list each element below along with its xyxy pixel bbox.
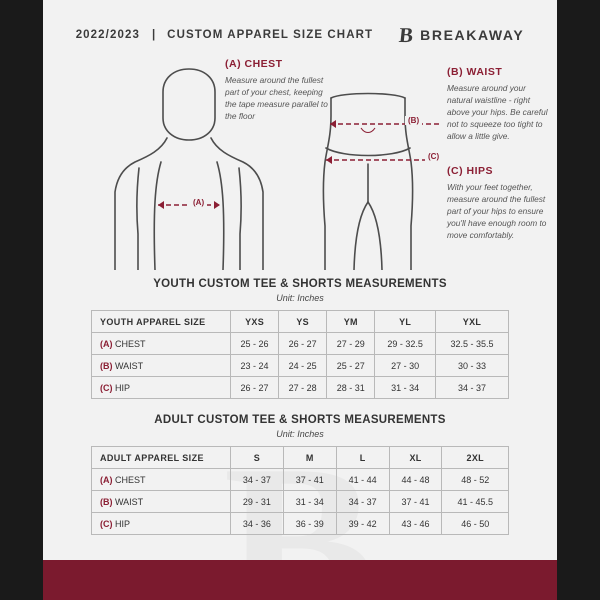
youth-row-hip-label xyxy=(92,377,231,399)
adult-hip-name: HIP xyxy=(115,518,131,529)
youth-row-waist-label xyxy=(92,355,231,377)
youth-chest-code: (A) xyxy=(100,338,113,349)
adult-section-unit: Unit: Inches xyxy=(276,429,324,439)
header-separator: | xyxy=(151,29,156,41)
youth-chest-ys: 26 - 27 xyxy=(279,333,327,355)
youth-col-ym: YM xyxy=(327,311,375,333)
chest-measure-tag: (A) xyxy=(190,198,207,207)
measurement-diagram xyxy=(43,52,557,270)
page-title: CUSTOM APPAREL SIZE CHART xyxy=(167,29,374,41)
youth-waist-ys: 24 - 25 xyxy=(279,355,327,377)
youth-size-table xyxy=(91,310,509,399)
table-row xyxy=(92,469,509,491)
table-row xyxy=(92,377,509,399)
brand-logo xyxy=(397,22,525,47)
youth-hip-code: (C) xyxy=(100,382,113,393)
adult-waist-code: (B) xyxy=(100,496,113,507)
hips-note-body: With your feet together, measure around the fullest part of your hips to ensure you'll have enough room to move comfortably. xyxy=(447,182,547,241)
youth-col-yxs: YXS xyxy=(231,311,279,333)
adult-section-title: ADULT CUSTOM TEE & SHORTS MEASUREMENTS xyxy=(154,414,446,426)
table-row xyxy=(92,333,509,355)
waist-measure-tag: (B) xyxy=(405,116,422,125)
youth-waist-ym: 25 - 27 xyxy=(327,355,375,377)
adult-hip-code: (C) xyxy=(100,518,113,529)
adult-hip-s: 34 - 36 xyxy=(231,513,284,535)
chest-note xyxy=(225,58,333,122)
youth-col-yxl: YXL xyxy=(435,311,508,333)
adult-row-waist-label xyxy=(92,491,231,513)
adult-waist-2xl: 41 - 45.5 xyxy=(442,491,509,513)
youth-hip-ym: 28 - 31 xyxy=(327,377,375,399)
waist-note-title: (B) WAIST xyxy=(447,66,503,78)
youth-col-size: YOUTH APPAREL SIZE xyxy=(92,311,231,333)
adult-table-header-row xyxy=(92,447,509,469)
breakaway-b-icon: B xyxy=(397,22,415,47)
adult-waist-m: 31 - 34 xyxy=(283,491,336,513)
adult-waist-xl: 37 - 41 xyxy=(389,491,442,513)
adult-col-size: ADULT APPAREL SIZE xyxy=(92,447,231,469)
hips-note-title: (C) HIPS xyxy=(447,165,493,177)
youth-chest-ym: 27 - 29 xyxy=(327,333,375,355)
adult-chest-2xl: 48 - 52 xyxy=(442,469,509,491)
adult-waist-l: 34 - 37 xyxy=(336,491,389,513)
youth-chest-yxl: 32.5 - 35.5 xyxy=(435,333,508,355)
waist-note-body: Measure around your natural waistline - right above your hips. Be careful not to squeeze too tight to allow a little give. xyxy=(447,83,548,142)
table-row xyxy=(92,491,509,513)
adult-chest-s: 34 - 37 xyxy=(231,469,284,491)
adult-chest-m: 37 - 41 xyxy=(283,469,336,491)
youth-waist-yl: 27 - 30 xyxy=(375,355,436,377)
adult-row-hip-label xyxy=(92,513,231,535)
adult-col-xl: XL xyxy=(389,447,442,469)
youth-col-yl: YL xyxy=(375,311,436,333)
youth-hip-yxs: 26 - 27 xyxy=(231,377,279,399)
adult-chest-code: (A) xyxy=(100,474,113,485)
adult-row-chest-label xyxy=(92,469,231,491)
adult-chest-name: CHEST xyxy=(115,474,146,485)
waist-note xyxy=(447,66,551,142)
adult-col-s: S xyxy=(231,447,284,469)
youth-row-chest-label xyxy=(92,333,231,355)
footer-bar xyxy=(43,560,557,600)
adult-hip-2xl: 46 - 50 xyxy=(442,513,509,535)
header-year: 2022/2023 xyxy=(75,29,140,41)
hips-measure-tag: (C) xyxy=(425,152,442,161)
youth-hip-yxl: 34 - 37 xyxy=(435,377,508,399)
hips-note xyxy=(447,165,551,241)
youth-table-header-row xyxy=(92,311,509,333)
adult-waist-s: 29 - 31 xyxy=(231,491,284,513)
adult-hip-l: 39 - 42 xyxy=(336,513,389,535)
adult-hip-m: 36 - 39 xyxy=(283,513,336,535)
youth-col-ys: YS xyxy=(279,311,327,333)
youth-hip-yl: 31 - 34 xyxy=(375,377,436,399)
youth-waist-code: (B) xyxy=(100,360,113,371)
adult-size-table xyxy=(91,446,509,535)
adult-chest-xl: 44 - 48 xyxy=(389,469,442,491)
adult-waist-name: WAIST xyxy=(115,496,144,507)
adult-hip-xl: 43 - 46 xyxy=(389,513,442,535)
adult-col-m: M xyxy=(283,447,336,469)
youth-chest-yxs: 25 - 26 xyxy=(231,333,279,355)
brand-name: BREAKAWAY xyxy=(420,27,525,43)
chest-note-body: Measure around the fullest part of your chest, keeping the tape measure parallel to the floor xyxy=(225,75,328,122)
adult-chest-l: 41 - 44 xyxy=(336,469,389,491)
youth-chest-name: CHEST xyxy=(115,338,146,349)
document-header xyxy=(43,18,557,52)
table-row xyxy=(92,513,509,535)
youth-waist-yxs: 23 - 24 xyxy=(231,355,279,377)
youth-waist-name: WAIST xyxy=(115,360,144,371)
youth-hip-ys: 27 - 28 xyxy=(279,377,327,399)
chest-note-title: (A) CHEST xyxy=(225,58,283,70)
adult-col-l: L xyxy=(336,447,389,469)
youth-chest-yl: 29 - 32.5 xyxy=(375,333,436,355)
youth-section-title: YOUTH CUSTOM TEE & SHORTS MEASUREMENTS xyxy=(153,278,447,290)
youth-hip-name: HIP xyxy=(115,382,131,393)
youth-section-unit: Unit: Inches xyxy=(276,293,324,303)
size-chart-sheet xyxy=(43,0,557,600)
youth-waist-yxl: 30 - 33 xyxy=(435,355,508,377)
adult-col-2xl: 2XL xyxy=(442,447,509,469)
table-row xyxy=(92,355,509,377)
